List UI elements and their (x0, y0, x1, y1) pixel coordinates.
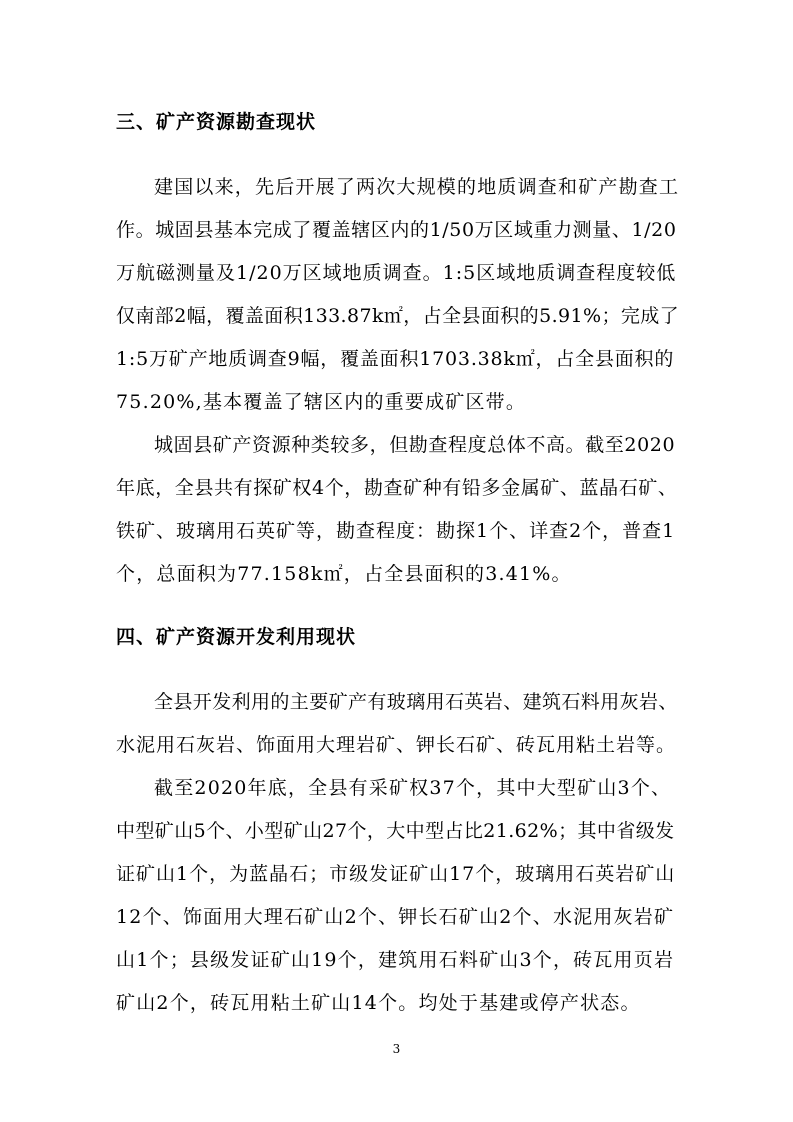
paragraph-line: 建国以来，先后开展了两次大规模的地质调查和矿产勘查工 (154, 176, 680, 198)
paragraph-line: 证矿山1个，为蓝晶石；市级发证矿山17个，玻璃用石英岩矿山 (116, 863, 676, 885)
paragraph-line: 年底，全县共有探矿权4个，勘查矿种有铅多金属矿、蓝晶石矿、 (116, 477, 678, 499)
paragraph-line: 仅南部2幅，覆盖面积133.87k㎡，占全县面积的5.91%；完成了 (116, 305, 680, 327)
paragraph-line: 个，总面积为77.158k㎡，占全县面积的3.41%。 (116, 563, 572, 585)
paragraph-line: 全县开发利用的主要矿产有玻璃用石英岩、建筑石料用灰岩、 (154, 691, 678, 713)
paragraph-line: 中型矿山5个、小型矿山27个，大中型占比21.62%；其中省级发 (116, 820, 675, 842)
paragraph-line: 水泥用石灰岩、饰面用大理岩矿、钾长石矿、砖瓦用粘土岩等。 (116, 734, 677, 756)
paragraph-line: 万航磁测量及1/20万区域地质调查。1:5区域地质调查程度较低 (116, 262, 677, 284)
paragraph-line: 城固县矿产资源种类较多，但勘查程度总体不高。截至2020 (154, 434, 676, 456)
paragraph-line: 矿山2个，砖瓦用粘土矿山14个。均处于基建或停产状态。 (116, 992, 641, 1014)
paragraph-line: 75.20%,基本覆盖了辖区内的重要成矿区带。 (116, 391, 527, 413)
section-heading-development-status: 四、矿产资源开发利用现状 (116, 626, 357, 648)
page-number: 3 (392, 1042, 401, 1056)
paragraph-line: 山1个；县级发证矿山19个，建筑用石料矿山3个，砖瓦用页岩 (116, 949, 675, 971)
paragraph-line: 铁矿、玻璃用石英矿等，勘查程度：勘探1个、详查2个，普查1 (116, 520, 676, 542)
paragraph-line: 12个、饰面用大理石矿山2个、钾长石矿山2个、水泥用灰岩矿 (116, 906, 675, 928)
paragraph-line: 截至2020年底，全县有采矿权37个，其中大型矿山3个、 (154, 777, 672, 799)
section-heading-exploration-status: 三、矿产资源勘查现状 (116, 111, 317, 133)
paragraph-line: 作。城固县基本完成了覆盖辖区内的1/50万区域重力测量、1/20 (116, 219, 677, 241)
paragraph-line: 1:5万矿产地质调查9幅，覆盖面积1703.38k㎡，占全县面积的 (116, 348, 675, 370)
